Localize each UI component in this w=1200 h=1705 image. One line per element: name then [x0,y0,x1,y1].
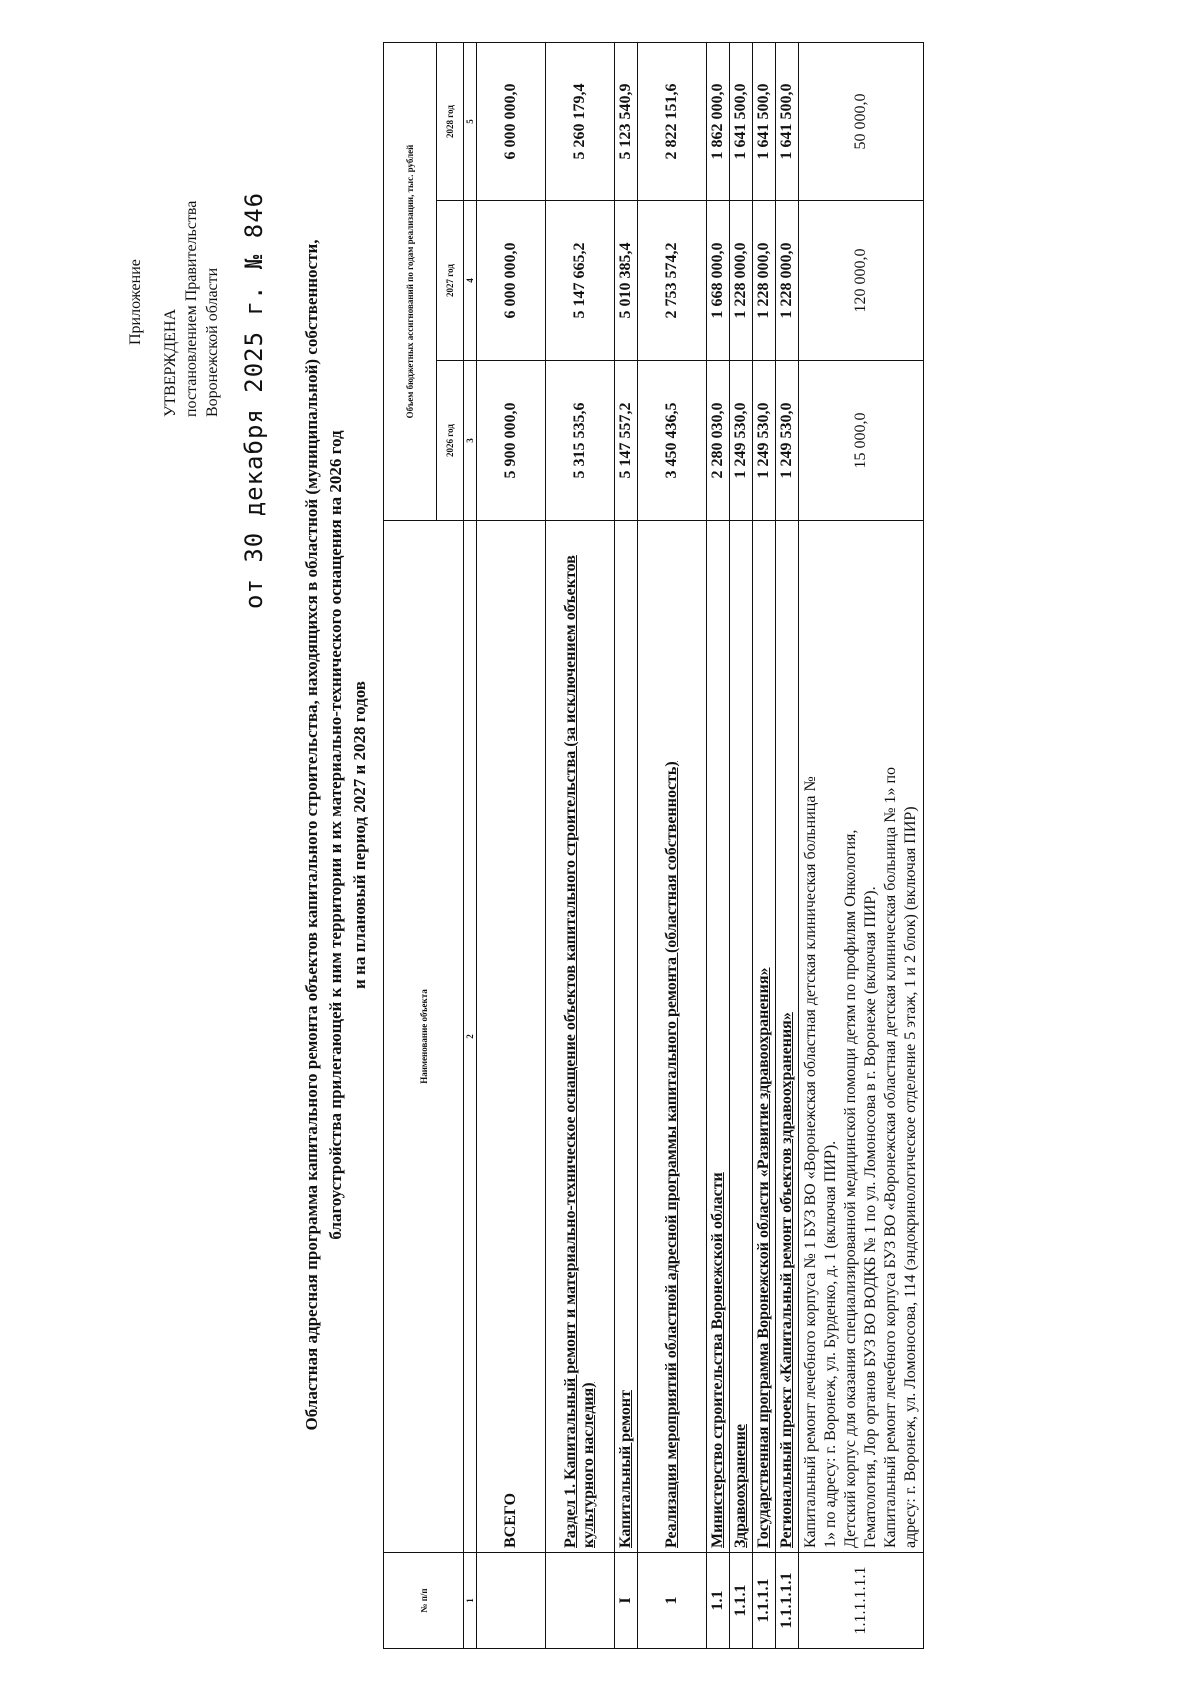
row-value-2027: 1 228 000,0 [776,201,799,361]
header-2026: 2026 год [437,361,464,521]
table-row [799,42,924,1648]
row-value-2026: 5 900 000,0 [477,361,546,521]
row-value-2027: 2 753 574,2 [638,201,707,361]
row-value-2027: 1 228 000,0 [753,201,776,361]
row-value-2028: 5 123 540,9 [615,42,638,200]
program-table [383,42,924,1649]
header-volume: Объем бюджетных ассигнований по годам реализации, тыс. рублей [384,42,437,520]
appendix-label: Приложение [127,259,144,345]
row-num: 1.1.1 [730,1553,753,1649]
row-value-2027: 120 000,0 [799,201,924,361]
row-num: 1.1.1.1.1 [776,1553,799,1649]
row-value-2028: 1 641 500,0 [753,42,776,200]
row-num: I [615,1553,638,1649]
title-line: Областная адресная программа капитального ремонта объектов капитального строительства, находящихся в областной (муниципальной) собственности, [302,239,321,1431]
row-num: 1.1 [707,1553,730,1649]
header-2027: 2027 год [437,201,464,361]
table-row [477,42,546,1648]
title-line: благоустройства прилегающей к ним территории и их материально-технического оснащения на 2026 год [326,430,345,1240]
table-row [615,42,638,1648]
table-row [707,42,730,1648]
row-value-2026: 5 147 557,2 [615,361,638,521]
table-row [638,42,707,1648]
row-name: Министерство строительства Воронежской области [707,521,730,1553]
row-value-2026: 5 315 535,6 [546,361,615,521]
table-row [753,42,776,1648]
column-number: 3 [464,361,477,521]
document-title [300,35,372,1635]
row-value-2026: 1 249 530,0 [730,361,753,521]
description-line: Гематология, Лор органов БУЗ ВО ВОДКБ № 1 по ул. Ломоносова в г. Воронеже (включая ПИР). [862,886,879,1548]
description-line: 1» по адресу: г. Воронеж, ул. Бурденко, д. 1 (включая ПИР). [822,1140,839,1548]
row-value-2027: 5 010 385,4 [615,201,638,361]
row-name: Реализация мероприятий областной адресной программы капитального ремонта (областная собственность) [638,521,707,1553]
row-value-2028: 5 260 179,4 [546,42,615,200]
column-number: 5 [464,42,477,200]
row-value-2028: 2 822 151,6 [638,42,707,200]
table-row [730,42,753,1648]
table-row [776,42,799,1648]
column-number: 1 [464,1553,477,1649]
approval-line: постановлением Правительства [183,200,200,417]
row-value-2028: 6 000 000,0 [477,42,546,200]
description-line: Капитальный ремонт лечебного корпуса БУЗ ВО «Воронежская областная детская клиническая больница № 1» по [882,766,899,1548]
row-value-2028: 50 000,0 [799,42,924,200]
approval-line: Воронежской области [204,267,221,417]
row-num: 1.1.1.1 [753,1553,776,1649]
header-2028: 2028 год [437,42,464,200]
table-row [546,42,615,1648]
row-num [477,1553,546,1649]
row-value-2028: 1 641 500,0 [730,42,753,200]
row-value-2027: 6 000 000,0 [477,201,546,361]
row-value-2027: 1 668 000,0 [707,201,730,361]
approval-stamp [160,201,223,417]
row-name [799,521,924,1553]
row-name: Капитальный ремонт [615,521,638,1553]
row-num [546,1553,615,1649]
row-value-2026: 15 000,0 [799,361,924,521]
row-value-2027: 5 147 665,2 [546,201,615,361]
row-name: Раздел 1. Капитальный ремонт и материально-техническое оснащение объектов капитального строительства (за исключением объектов культурного наследия) [546,521,615,1553]
row-value-2027: 1 228 000,0 [730,201,753,361]
title-line: и на плановый период 2027 и 2028 годов [350,681,369,989]
row-value-2026: 1 249 530,0 [776,361,799,521]
row-num: 1 [638,1553,707,1649]
decree-date: от 30 декабря 2025 г. № 846 [240,191,268,609]
row-name: Здравоохранение [730,521,753,1553]
header-name: Наименование объекта [384,521,464,1553]
row-name: Региональный проект «Капитальный ремонт объектов здравоохранения» [776,521,799,1553]
row-value-2026: 2 280 030,0 [707,361,730,521]
description-line: Детский корпус для оказания специализированной медицинской помощи детям по профилям Онкология, [842,829,859,1548]
row-name: Государственная программа Воронежской области «Развитие здравоохранения» [753,521,776,1553]
description-line: Капитальный ремонт лечебного корпуса № 1 БУЗ ВО «Воронежская областная детская клиническая больница № [802,776,819,1548]
row-value-2028: 1 862 000,0 [707,42,730,200]
row-name: ВСЕГО [477,521,546,1553]
description-line: адресу: г. Воронеж, ул. Ломоносова, 114 (эндокринологическое отделение 5 этаж, 1 и 2 блок) (включая ПИР) [902,806,919,1548]
header-num: № п/п [384,1553,464,1649]
row-value-2028: 1 641 500,0 [776,42,799,200]
column-number: 2 [464,521,477,1553]
row-value-2026: 1 249 530,0 [753,361,776,521]
approval-line: УТВЕРЖДЕНА [162,308,179,417]
column-number: 4 [464,201,477,361]
row-num: 1.1.1.1.1.1 [799,1553,924,1649]
row-value-2026: 3 450 436,5 [638,361,707,521]
